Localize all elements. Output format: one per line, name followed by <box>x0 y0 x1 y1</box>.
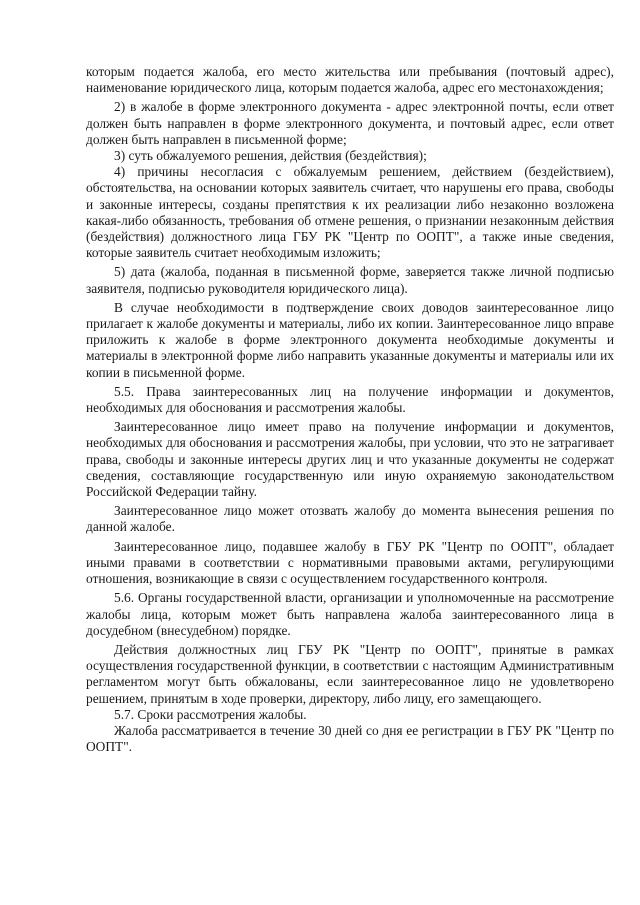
paragraph-applicant-address: которым подается жалоба, его место жительства или пребывания (почтовый адрес), наименование юридического лица, которым подается жалоба, адрес его местонахождения; <box>86 64 614 96</box>
section-heading-5-5: 5.5. Права заинтересованных лиц на получение информации и документов, необходимых для обоснования и рассмотрения жалобы. <box>86 383 614 416</box>
paragraph-item-5-date: 5) дата (жалоба, поданная в письменной форме, заверяется также личной подписью заявителя, подписью руководителя юридического лица). <box>86 264 614 296</box>
section-heading-5-6: 5.6. Органы государственной власти, организации и уполномоченные на рассмотрение жалобы лица, которым может быть направлена жалоба заинтересованного лица в досудебном (внесудебном) порядке. <box>86 590 614 638</box>
paragraph-right-to-information: Заинтересованное лицо имеет право на получение информации и документов, необходимых для обоснования и рассмотрения жалобы, при условии, что это не затрагивает права, свободы и законные интересы других лиц и что указанные документы не содержат сведения, составляющие государственную или иную охраняемую законодательством Российской Федерации тайну. <box>86 419 614 500</box>
paragraph-withdraw-complaint: Заинтересованное лицо может отозвать жалобу до момента вынесения решения по данной жалобе. <box>86 503 614 535</box>
paragraph-item-3-essence: 3) суть обжалуемого решения, действия (бездействия); <box>114 148 427 164</box>
paragraph-appeal-actions: Действия должностных лиц ГБУ РК "Центр по ООПТ", принятые в рамках осуществления государственной функции, в соответствии с настоящим Административным регламентом могут быть обжалованы, если заинтересованное лицо не удовлетворено решением, принятым в ходе проверки, директору, либо лицу, его замещающего. <box>86 641 614 706</box>
paragraph-review-period: Жалоба рассматривается в течение 30 дней со дня ее регистрации в ГБУ РК "Центр по ООПТ". <box>86 722 614 755</box>
paragraph-other-rights: Заинтересованное лицо, подавшее жалобу в ГБУ РК "Центр по ООПТ", обладает иными правами в соответствии с нормативными правовыми актами, регулирующими отношения, возникающие в связи с осуществлением государственного контроля. <box>86 538 614 587</box>
document-page <box>86 64 614 755</box>
paragraph-item-2-electronic: 2) в жалобе в форме электронного документа - адрес электронной почты, если ответ должен быть направлен в форме электронного документа, и почтовый адрес, если ответ должен быть направлен в письменной форме; <box>86 99 614 147</box>
paragraph-attachments: В случае необходимости в подтверждение своих доводов заинтересованное лицо прилагает к жалобе документы и материалы, либо их копии. Заинтересованное лицо вправе приложить к жалобе в форме электронного документа необходимые документы и материалы в электронной форме либо направить указанные документы и материалы или их копии в письменной форме. <box>86 299 614 380</box>
section-heading-5-7: 5.7. Сроки рассмотрения жалобы. <box>114 706 307 722</box>
paragraph-item-4-reasons: 4) причины несогласия с обжалуемым решением, действием (бездействием), обстоятельства, на основании которых заявитель считает, что нарушены его права, свободы и законные интересы, созданы препятствия к их реализации либо незаконно возложена какая-либо обязанность, требования об отмене решения, о признании незаконным действия (бездействия) должностного лица ГБУ РК "Центр по ООПТ", а также иные сведения, которые заявитель считает необходимым изложить; <box>86 164 614 261</box>
